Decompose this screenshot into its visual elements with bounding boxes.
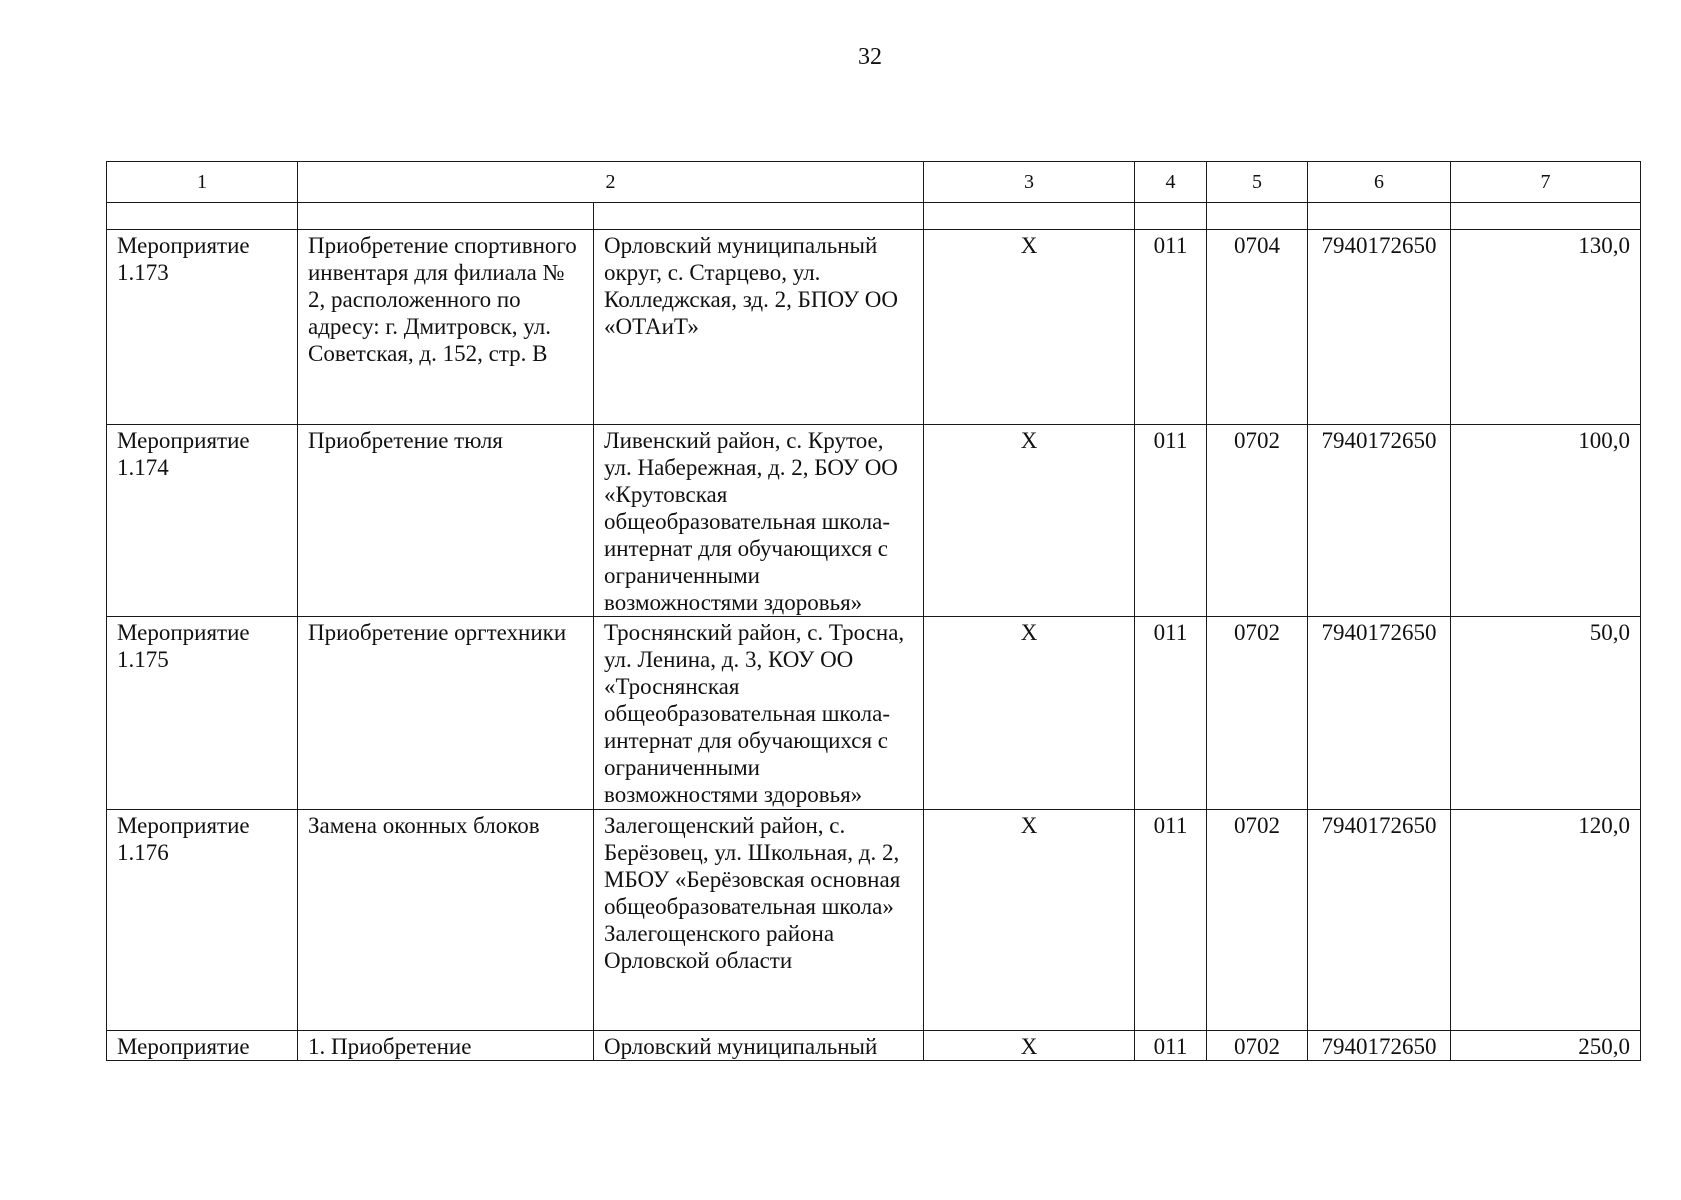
table-row [107,425,1641,617]
recipient-cell [594,1031,924,1061]
col6-cell [1308,1031,1451,1061]
spacer-cell [924,203,1135,230]
event-name: Мероприятие [117,1034,250,1059]
col7-value: 50,0 [1589,620,1630,645]
table-row [107,810,1641,1031]
recipient-cell [594,425,924,617]
header-col-4: 4 [1135,162,1207,203]
description-cell [298,425,594,617]
event-name: Мероприятие 1.174 [117,428,250,480]
header-col-5: 5 [1207,162,1308,203]
event-cell [107,810,298,1031]
col3-value: Х [1020,233,1038,258]
col3-value: Х [1020,813,1038,838]
event-cell [107,230,298,425]
page-number: 32 [858,44,882,70]
recipient-address: Залегощенский район, с. Берёзовец, ул. Школьная, д. 2, МБОУ «Берёзовская основная общеобразовательная школа» Залегощенского района Орловской области [604,813,901,973]
col6-cell [1308,617,1451,810]
event-cell [107,617,298,810]
col5-cell [1207,810,1308,1031]
table-spacer-row [107,203,1641,230]
col4-value: 011 [1153,813,1188,838]
spacer-cell [1308,203,1451,230]
col3-cell [924,1031,1135,1061]
col7-value: 120,0 [1578,813,1630,838]
description-cell [298,230,594,425]
col4-value: 011 [1153,620,1188,645]
spacer-cell [594,203,924,230]
spacer-cell [107,203,298,230]
col7-cell [1451,425,1641,617]
recipient-cell [594,230,924,425]
col6-value: 7940172650 [1321,1034,1437,1059]
event-name: Мероприятие 1.173 [117,233,250,285]
budget-table [106,161,1641,1061]
event-description: Приобретение спортивного инвентаря для филиала № 2, расположенного по адресу: г. Дмитровск, ул. Советская, д. 152, стр. В [308,233,577,366]
col3-value: Х [1020,428,1038,453]
header-col-7: 7 [1451,162,1641,203]
col3-cell [924,617,1135,810]
spacer-cell [1135,203,1207,230]
col4-value: 011 [1153,428,1188,453]
col6-cell [1308,810,1451,1031]
col5-cell [1207,1031,1308,1061]
col5-cell [1207,425,1308,617]
col6-value: 7940172650 [1321,813,1437,838]
col5-value: 0702 [1234,428,1280,453]
event-name: Мероприятие 1.175 [117,620,250,672]
event-description: Приобретение тюля [308,428,503,453]
col4-cell [1135,230,1207,425]
recipient-address: Орловский муниципальный [604,1034,878,1059]
col3-cell [924,230,1135,425]
col5-value: 0702 [1234,813,1280,838]
event-name: Мероприятие 1.176 [117,813,250,865]
col5-value: 0704 [1234,233,1280,258]
col6-cell [1308,425,1451,617]
col4-cell [1135,810,1207,1031]
spacer-cell [298,203,594,230]
col7-value: 130,0 [1578,233,1630,258]
col3-value: Х [1020,620,1038,645]
col3-cell [924,810,1135,1031]
table-header-row [107,162,1641,203]
description-cell [298,1031,594,1061]
header-col-1: 1 [107,162,298,203]
col7-cell [1451,1031,1641,1061]
col4-cell [1135,617,1207,810]
spacer-cell [1207,203,1308,230]
col6-value: 7940172650 [1321,428,1437,453]
event-description: 1. Приобретение [308,1034,472,1059]
col7-cell [1451,810,1641,1031]
description-cell [298,810,594,1031]
event-cell [107,1031,298,1061]
spacer-cell [1451,203,1641,230]
col6-cell [1308,230,1451,425]
col5-value: 0702 [1234,1034,1280,1059]
table-row [107,1031,1641,1061]
event-description: Приобретение оргтехники [308,620,567,645]
col4-cell [1135,1031,1207,1061]
header-col-3: 3 [924,162,1135,203]
col6-value: 7940172650 [1321,620,1437,645]
col7-cell [1451,617,1641,810]
description-cell [298,617,594,810]
col7-value: 100,0 [1578,428,1630,453]
header-col-6: 6 [1308,162,1451,203]
event-description: Замена оконных блоков [308,813,540,838]
col7-value: 250,0 [1578,1034,1630,1059]
table-row [107,617,1641,810]
col7-cell [1451,230,1641,425]
col4-value: 011 [1153,1034,1188,1059]
table-row [107,230,1641,425]
col5-cell [1207,617,1308,810]
col3-cell [924,425,1135,617]
event-cell [107,425,298,617]
col5-cell [1207,230,1308,425]
col4-cell [1135,425,1207,617]
recipient-address: Ливенский район, с. Крутое, ул. Набережная, д. 2, БОУ ОО «Крутовская общеобразовательная школа-интернат для обучающихся с ограниченными возможностями здоровья» [604,428,898,615]
recipient-address: Троснянский район, с. Тросна, ул. Ленина, д. 3, КОУ ОО «Троснянская общеобразовательная школа-интернат для обучающихся с ограниченными возможностями здоровья» [604,620,905,807]
col4-value: 011 [1153,233,1188,258]
col5-value: 0702 [1234,620,1280,645]
recipient-address: Орловский муниципальный округ, с. Старцево, ул. Колледжская, зд. 2, БПОУ ОО «ОТАиТ» [604,233,899,339]
col6-value: 7940172650 [1321,233,1437,258]
header-col-2: 2 [298,162,924,203]
recipient-cell [594,617,924,810]
col3-value: Х [1020,1034,1038,1059]
recipient-cell [594,810,924,1031]
